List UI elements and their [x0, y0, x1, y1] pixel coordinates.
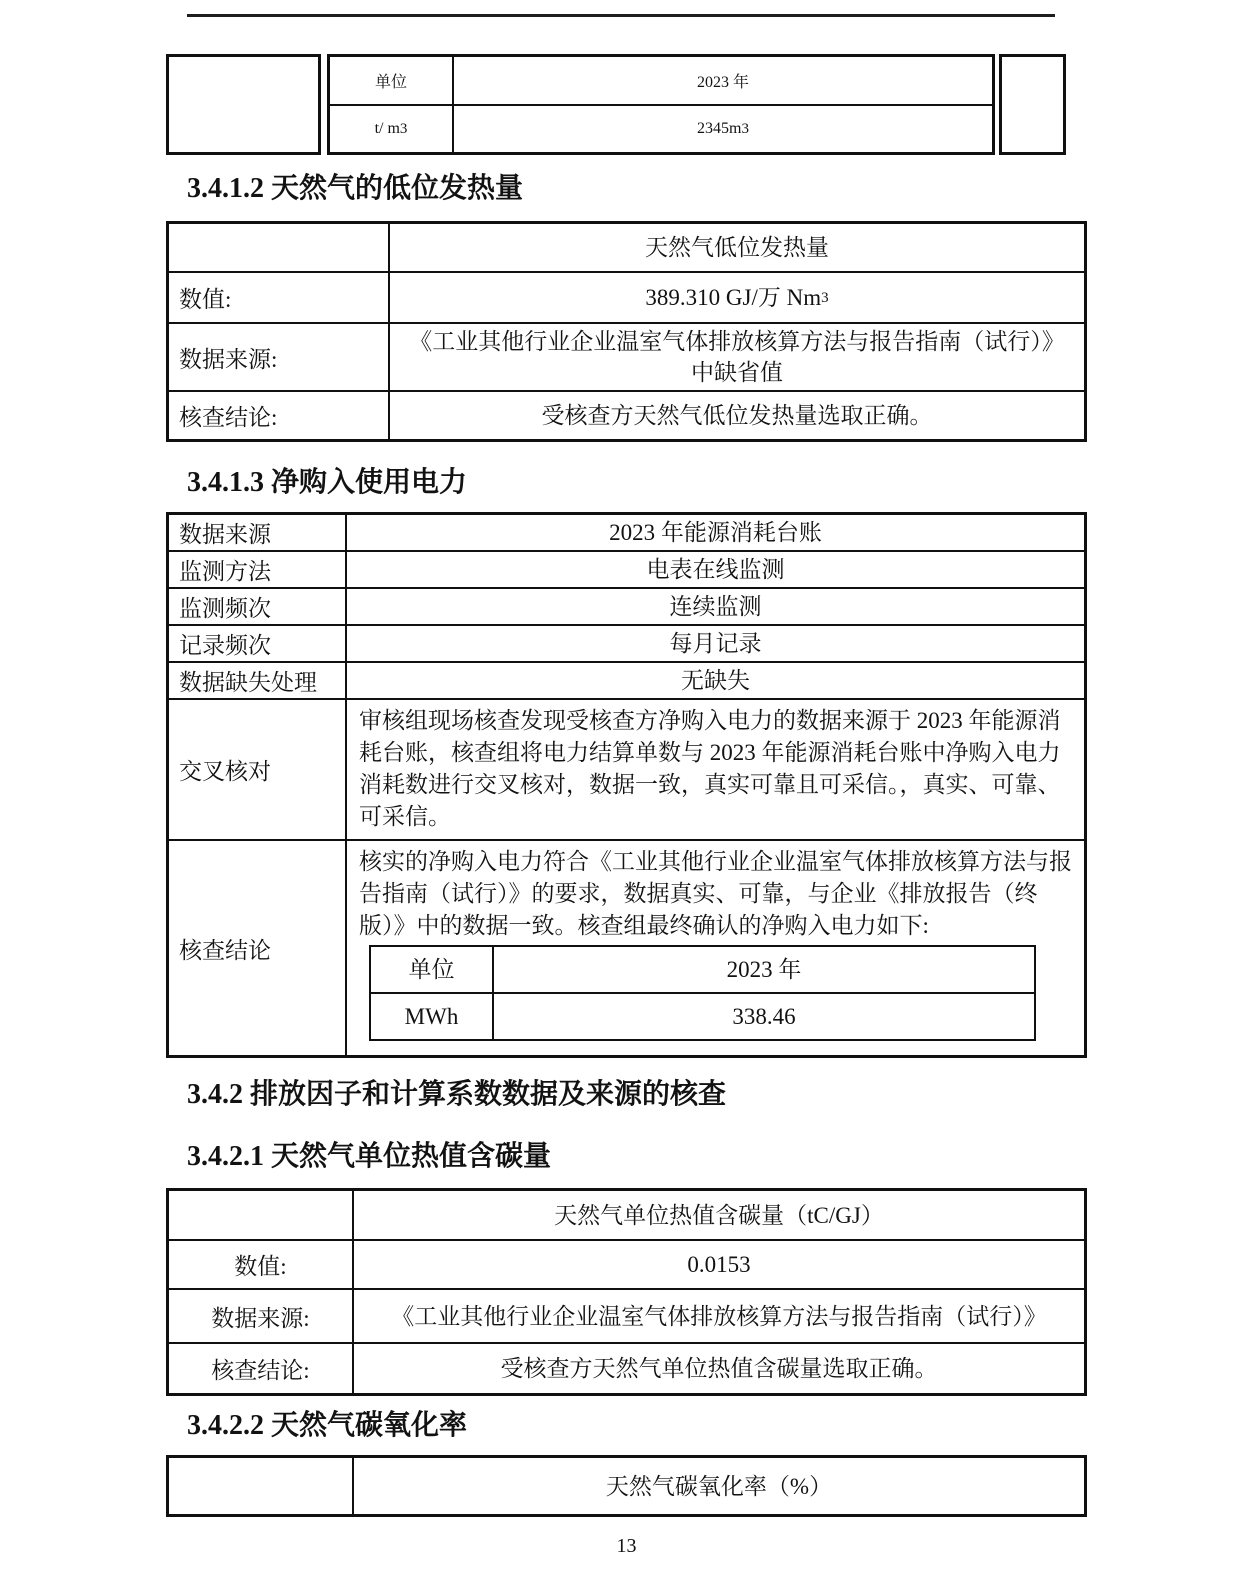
- empty-cell: [169, 1458, 354, 1514]
- table-row: [330, 104, 992, 153]
- heading-3-4-1-2: 3.4.1.2 天然气的低位发热量: [187, 173, 524, 204]
- ncv-header-row: [169, 224, 1084, 271]
- oxidation-rate-table: [166, 1455, 1087, 1517]
- carryover-inner-table: [327, 54, 995, 155]
- row-label: 核查结论:: [169, 392, 390, 439]
- value-cell: 338.46: [732, 1003, 796, 1029]
- page-number: 13: [616, 1535, 637, 1557]
- row-label: 监测方法: [169, 552, 347, 587]
- carryover-empty-right-cell: [999, 54, 1066, 155]
- row-label: 数值:: [169, 273, 390, 322]
- ncv-header-cell: 天然气低位发热量: [645, 235, 829, 260]
- value-cell: 2345m 3: [697, 119, 749, 137]
- row-value: 受核查方天然气低位发热量选取正确。: [541, 403, 933, 428]
- oxidation-header-cell: 天然气碳氧化率（%）: [605, 1473, 833, 1499]
- row-label: 记录频次: [169, 626, 347, 661]
- heading-3-4-2: 3.4.2 排放因子和计算系数数据及来源的核查: [187, 1079, 727, 1110]
- record-frequency-row: [169, 624, 1084, 661]
- oxidation-header-row: [169, 1458, 1084, 1514]
- row-label: 数据来源:: [169, 324, 390, 390]
- electricity-table: [166, 512, 1087, 1058]
- ncv-source-row: [169, 322, 1084, 390]
- monitor-method-row: [169, 550, 1084, 587]
- row-value: 电表在线监测: [646, 557, 785, 582]
- row-value: 受核查方天然气单位热值含碳量选取正确。: [500, 1356, 938, 1381]
- cross-check-row: [169, 698, 1084, 839]
- row-label: 数据来源:: [169, 1290, 354, 1342]
- heading-3-4-2-1: 3.4.2.1 天然气单位热值含碳量: [187, 1141, 552, 1172]
- empty-cell: [169, 1191, 354, 1239]
- row-value: 《工业其他行业企业温室气体排放核算方法与报告指南（试行）》中缺省值: [409, 329, 1065, 385]
- carbon-source-row: [169, 1288, 1084, 1342]
- year-header-cell: 2023 年: [726, 956, 802, 982]
- conclusion-content: [347, 841, 1084, 1055]
- carbon-header-cell: 天然气单位热值含碳量（tC/GJ）: [554, 1202, 884, 1228]
- unit-text: t/ m: [374, 119, 400, 137]
- row-value: 《工业其他行业企业温室气体排放核算方法与报告指南（试行）》: [391, 1303, 1047, 1329]
- row-label: 数据缺失处理: [169, 663, 347, 698]
- value-text: 2345m: [697, 119, 742, 137]
- ncv-value-row: [169, 271, 1084, 322]
- empty-cell: [169, 224, 390, 271]
- table-row: [371, 992, 1034, 1039]
- row-value: 2023 年能源消耗台账: [609, 520, 822, 545]
- carbon-header-row: [169, 1191, 1084, 1239]
- confirmed-electricity-table: [369, 945, 1036, 1041]
- heading-3-4-1-3: 3.4.1.3 净购入使用电力: [187, 467, 468, 498]
- unit-header-cell: 单位: [330, 57, 454, 104]
- ncv-value-text: 389.310 GJ/万 Nm: [645, 285, 822, 310]
- carryover-empty-label-cell: [166, 54, 321, 155]
- row-value: 无缺失: [681, 668, 750, 693]
- row-label: 数据来源: [169, 515, 347, 550]
- document-page: [0, 14, 1240, 1581]
- row-value: 0.0153: [687, 1252, 751, 1277]
- data-source-row: [169, 515, 1084, 550]
- row-label: 核查结论: [169, 841, 347, 1055]
- row-label: 数值:: [169, 1241, 354, 1288]
- monitor-frequency-row: [169, 587, 1084, 624]
- row-value: 连续监测: [669, 594, 762, 619]
- table-row: [330, 57, 992, 104]
- row-label: 核查结论:: [169, 1344, 354, 1393]
- unit-cell: t/ m 3: [330, 106, 454, 153]
- carbon-value-row: [169, 1239, 1084, 1288]
- year-header-cell: 2023 年: [696, 73, 749, 91]
- page-header-rule: [187, 14, 1055, 17]
- row-value: 389.310 GJ/万 Nm 3: [390, 273, 1084, 322]
- carbon-content-table: [166, 1188, 1087, 1396]
- row-label: 交叉核对: [169, 700, 347, 839]
- row-label: 监测频次: [169, 589, 347, 624]
- unit-cell: MWh: [371, 994, 494, 1039]
- conclusion-text: 核实的净购入电力符合《工业其他行业企业温室气体排放核算方法与报告指南（试行）》的要求，数据真实、可靠，与企业《排放报告（终版）》中的数据一致。核查组最终确认的净购入电力如下:: [359, 849, 1072, 938]
- missing-data-row: [169, 661, 1084, 698]
- carbon-conclusion-row: [169, 1342, 1084, 1393]
- table-row: [371, 947, 1034, 992]
- ncv-conclusion-row: [169, 390, 1084, 439]
- carryover-table: [166, 54, 1087, 155]
- ncv-table: [166, 221, 1087, 442]
- conclusion-row: [169, 839, 1084, 1055]
- cross-check-text: 审核组现场核查发现受核查方净购入电力的数据来源于 2023 年能源消耗台账，核查组将电力结算单数与 2023 年能源消耗台账中净购入电力消耗数进行交叉核对，数据一致，真实可靠且可采信。，真实、可靠、可采信。: [359, 708, 1061, 829]
- heading-3-4-2-2: 3.4.2.2 天然气碳氧化率: [187, 1410, 468, 1441]
- unit-header-cell: 单位: [371, 947, 494, 992]
- row-value: 每月记录: [669, 631, 762, 656]
